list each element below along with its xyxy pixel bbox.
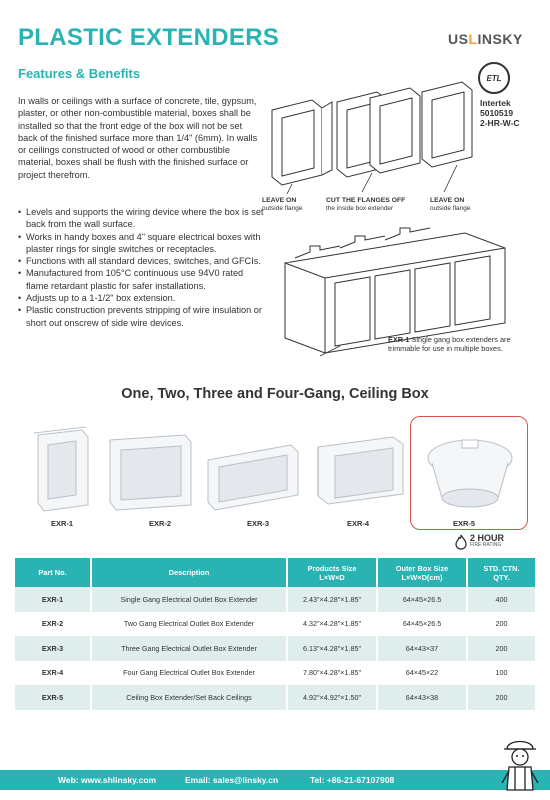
- table-row: [15, 685, 535, 710]
- cell-part-no: EXR-3: [15, 636, 91, 661]
- caption-middle-sub: the inside box extender: [326, 205, 394, 212]
- cell-products-size: 4.92"×4.92"×1.50": [287, 685, 377, 710]
- features-heading: Features & Benefits: [18, 66, 141, 81]
- exr-3-product-image: [203, 440, 303, 515]
- cell-description: Single Gang Electrical Outlet Box Extender: [91, 587, 287, 612]
- cert-line-1: Intertek: [480, 98, 511, 108]
- cell-description: Two Gang Electrical Outlet Box Extender: [91, 612, 287, 637]
- cell-qty: 200: [467, 636, 535, 661]
- caption-left-sub: outside flange: [262, 205, 303, 212]
- table-row: [15, 612, 535, 637]
- specification-table: [15, 558, 535, 710]
- page-title: PLASTIC EXTENDERS: [18, 24, 280, 51]
- cell-part-no: EXR-1: [15, 587, 91, 612]
- brand-suffix: INSKY: [477, 31, 523, 47]
- brand-accent: L: [468, 31, 478, 47]
- cell-qty: 100: [467, 661, 535, 686]
- table-row: [15, 636, 535, 661]
- cert-line-3: 2-HR-W-C: [480, 118, 520, 128]
- caption-left-title: LEAVE ON: [262, 197, 297, 204]
- caption-left: [262, 197, 302, 213]
- feature-item: • Works in handy boxes and 4" square electrical boxes with plaster rings for single switches or receptacles.: [18, 231, 268, 256]
- feature-item: • Adjusts up to a 1-1/2" box extension.: [18, 292, 268, 304]
- caption-right-sub: outside flange: [430, 205, 471, 212]
- cell-qty: 400: [467, 587, 535, 612]
- product-label-exr-1: EXR-1: [50, 519, 74, 528]
- cell-outer-box-size: 64×45×26.5: [377, 587, 467, 612]
- installation-diagram: [262, 80, 482, 198]
- product-label-exr-3: EXR-3: [246, 519, 270, 528]
- cell-description: Four Gang Electrical Outlet Box Extender: [91, 661, 287, 686]
- worker-mascot-icon: [499, 735, 541, 795]
- cell-description: Three Gang Electrical Outlet Box Extender: [91, 636, 287, 661]
- feature-item: • Functions with all standard devices, switches, and GFCIs.: [18, 255, 268, 267]
- certification-text: [480, 98, 520, 128]
- intro-paragraph: In walls or ceilings with a surface of concrete, tile, gypsum, plaster, or other non-combustible material, boxes shall be installed so that the front edge of the box will not be set back of the finished surface more than 1/4" (6mm). In walls or ceilings constructed of wood or other combustible material, boxes shall be flush with the finished surface or project therefrom.: [18, 96, 258, 180]
- table-row: [15, 661, 535, 686]
- cell-qty: 200: [467, 685, 535, 710]
- feature-item: • Plastic construction prevents stripping of wire insulation or short out onscrew of side wire devices.: [18, 304, 268, 329]
- etl-certification-icon: ETL: [478, 62, 510, 94]
- exr1-note-text: Single gang box extenders are trimmable for use in multiple boxes.: [388, 335, 511, 353]
- cell-outer-box-size: 64×43×37: [377, 636, 467, 661]
- feature-list: [18, 206, 268, 329]
- cell-products-size: 4.32"×4.28"×1.85": [287, 612, 377, 637]
- fire-rating-badge: [470, 533, 504, 548]
- cell-part-no: EXR-4: [15, 661, 91, 686]
- cell-outer-box-size: 64×45×22: [377, 661, 467, 686]
- table-row: [15, 587, 535, 612]
- product-label-exr-5: EXR-5: [452, 519, 476, 528]
- product-label-exr-2: EXR-2: [148, 519, 172, 528]
- footer-email: Email: sales@linsky.cn: [185, 775, 279, 785]
- caption-middle-title: CUT THE FLANGES OFF: [326, 197, 406, 204]
- caption-right: [430, 197, 470, 213]
- fire-rating-label: 2 HOUR: [470, 533, 505, 543]
- brand-logo: [448, 31, 523, 47]
- exr-2-product-image: [105, 430, 195, 515]
- exr-5-product-image: [420, 428, 520, 513]
- footer-website: Web: www.shlinsky.com: [58, 775, 157, 785]
- cell-description: Ceiling Box Extender/Set Back Ceilings: [91, 685, 287, 710]
- brand-prefix: US: [448, 31, 469, 47]
- header-products-size: Products Size L×W×D: [287, 558, 377, 587]
- header-description: Description: [91, 558, 287, 587]
- header-std-ctn-qty: STD. CTN. QTY.: [467, 558, 535, 587]
- caption-middle: [326, 197, 405, 213]
- cell-products-size: 2.43"×4.28"×1.85": [287, 587, 377, 612]
- cell-outer-box-size: 64×43×38: [377, 685, 467, 710]
- exr-4-product-image: [313, 432, 408, 512]
- table-header-row: [15, 558, 535, 587]
- caption-right-title: LEAVE ON: [430, 197, 465, 204]
- exr1-note: [388, 335, 528, 353]
- header-part-no: Part No.: [15, 558, 91, 587]
- fire-rating-sub: FIRE RATING: [470, 542, 502, 548]
- feature-item: • Levels and supports the wiring device where the box is set back from the wall surface.: [18, 206, 268, 231]
- cell-outer-box-size: 64×45×26.5: [377, 612, 467, 637]
- fire-rating-icon: [454, 534, 468, 550]
- product-section-heading: One, Two, Three and Four-Gang, Ceiling Box: [121, 386, 429, 402]
- cell-products-size: 6.13"×4.28"×1.85": [287, 636, 377, 661]
- cell-part-no: EXR-5: [15, 685, 91, 710]
- cell-qty: 200: [467, 612, 535, 637]
- cert-line-2: 5010519: [480, 108, 514, 118]
- cell-products-size: 7.80"×4.28"×1.85": [287, 661, 377, 686]
- cell-part-no: EXR-2: [15, 612, 91, 637]
- header-outer-box-size: Outer Box Size L×W×D(cm): [377, 558, 467, 587]
- exr-1-product-image: [30, 425, 95, 515]
- product-label-exr-4: EXR-4: [346, 519, 370, 528]
- exr1-note-label: EXR-1: [388, 335, 410, 344]
- footer-bar: [0, 770, 550, 790]
- feature-item: • Manufactured from 105°C continuous use 94V0 rated flame retardant plastic for safer installations.: [18, 267, 268, 292]
- footer-phone: Tel: +86-21-67107908: [310, 775, 395, 785]
